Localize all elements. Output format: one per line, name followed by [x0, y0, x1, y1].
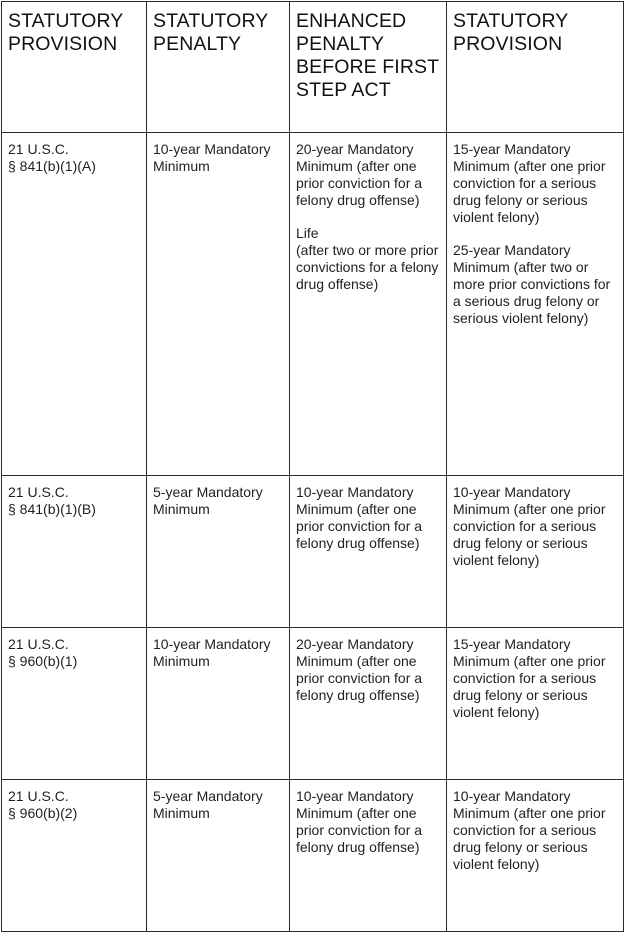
- penalty-cell: 10-year Mandatory Minimum: [147, 628, 290, 780]
- provision-title: 21 U.S.C.: [8, 141, 69, 157]
- after-act-penalty-text-2: 25-year Mandatory Minimum (after two or more prior convictions for a serious drug felony or serious violent felony): [453, 242, 611, 326]
- penalty-comparison-table: [1, 1, 624, 932]
- header-statutory-penalty: STATUTORY PENALTY: [147, 2, 290, 133]
- after-act-penalty-cell: [447, 133, 624, 476]
- after-act-penalty-text: 15-year Mandatory Minimum (after one prior conviction for a serious drug felony or serious violent felony): [453, 141, 606, 225]
- after-act-penalty-cell: 10-year Mandatory Minimum (after one prior conviction for a serious drug felony or serious violent felony): [447, 476, 624, 628]
- after-act-penalty-cell: 10-year Mandatory Minimum (after one prior conviction for a serious drug felony or serious violent felony): [447, 780, 624, 932]
- provision-section: § 841(b)(1)(A): [8, 158, 96, 174]
- header-enhanced-penalty: ENHANCED PENALTY BEFORE FIRST STEP ACT: [290, 2, 447, 133]
- header-row: [2, 2, 624, 133]
- table-row: [2, 133, 624, 476]
- provision-title: 21 U.S.C.: [8, 636, 69, 652]
- provision-cell: [2, 628, 147, 780]
- enhanced-penalty-life: [296, 225, 440, 293]
- provision-section: § 960(b)(2): [8, 805, 78, 821]
- life-label: Life: [296, 225, 319, 241]
- enhanced-penalty-text: 20-year Mandatory Minimum (after one prior conviction for a felony drug offense): [296, 141, 423, 208]
- enhanced-penalty-cell: 10-year Mandatory Minimum (after one prior conviction for a felony drug offense): [290, 476, 447, 628]
- life-condition: (after two or more prior convictions for a felony drug offense): [296, 242, 439, 292]
- penalty-cell: 10-year Mandatory Minimum: [147, 133, 290, 476]
- header-statutory-provision: STATUTORY PROVISION: [2, 2, 147, 133]
- after-act-penalty-cell: 15-year Mandatory Minimum (after one prior conviction for a serious drug felony or serious violent felony): [447, 628, 624, 780]
- penalty-cell: 5-year Mandatory Minimum: [147, 780, 290, 932]
- provision-cell: [2, 476, 147, 628]
- table-row: [2, 476, 624, 628]
- table-row: [2, 780, 624, 932]
- enhanced-penalty-cell: 10-year Mandatory Minimum (after one prior conviction for a felony drug offense): [290, 780, 447, 932]
- penalty-cell: 5-year Mandatory Minimum: [147, 476, 290, 628]
- provision-section: § 841(b)(1)(B): [8, 501, 96, 517]
- enhanced-penalty-cell: 20-year Mandatory Minimum (after one prior conviction for a felony drug offense): [290, 628, 447, 780]
- provision-section: § 960(b)(1): [8, 653, 78, 669]
- provision-title: 21 U.S.C.: [8, 484, 69, 500]
- provision-title: 21 U.S.C.: [8, 788, 69, 804]
- table-row: [2, 628, 624, 780]
- provision-cell: [2, 133, 147, 476]
- provision-cell: [2, 780, 147, 932]
- enhanced-penalty-cell: [290, 133, 447, 476]
- header-statutory-provision-after: STATUTORY PROVISION: [447, 2, 624, 133]
